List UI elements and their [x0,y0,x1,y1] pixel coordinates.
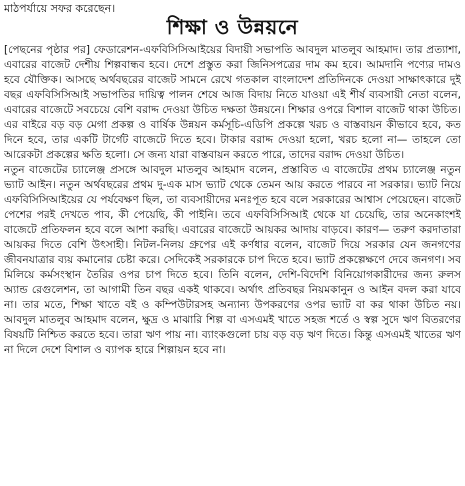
article-paragraph [4,43,461,163]
continued-from-previous-page-tag: [পেছনের পৃষ্ঠার পর] [4,44,90,56]
previous-article-fragment: মাঠপর্যায়ে সফর করেছেন। [4,2,116,15]
paragraph-text: ফেডারেশন-এফবিসিসিআইয়ের বিদায়ী সভাপতি আবদুল মাতলুব আহমাদ। তার প্রত্যাশা, এবারের বাজেট দেশীয় শিল্পবান্ধব হবে। দেশে প্রস্তুত করা জিনিসপত্রের দাম কম হবে। আমদানি পণ্যের দামও হবে যৌক্তিক। আসছে অর্থবছরের বাজেট সামনে রেখে গতকাল বাংলাদেশ প্রতিদিনকে দেওয়া সাক্ষাৎকারে দুই বছর এফবিসিসিআই সভাপতির দায়িত্ব পালন শেষে আজ বিদায় নিতে যাওয়া এই শীর্ষ ব্যবসায়ী নেতা বলেন, এবারের বাজেটে সবচেয়ে বেশি বরাদ্দ দেওয়া উচিত দক্ষতা উন্নয়নে। শিক্ষার ওপরে বিশাল বাজেট থাকা উচিত। এর বাইরে বড় বড় মেগা প্রকল্প ও বার্ষিক উন্নয়ন কর্মসূচি-এডিপি প্রকল্পে খরচ ও বাস্তবায়ন কীভাবে হবে, কত দিনে হবে, তার একটি টার্গেট বাজেটে দিতে হবে। টাকার বরাদ্দ দেওয়া হলো, খরচ হলো না— তাহলে তো আরেকটা প্রকল্পের ক্ষতি হলো। সে জন্য যারা বাস্তবায়ন করতে পারে, তাদের বরাদ্দ দেওয়া উচিত। [4,44,461,161]
article-body [4,43,461,483]
article-paragraph [4,163,461,358]
article-headline: শিক্ষা ও উন্নয়নে [166,15,299,39]
paragraph-text: নতুন বাজেটের চ্যালেঞ্জ প্রসঙ্গে আবদুল মাতলুব আহমাদ বলেন, প্রস্তাবিত এ বাজেটের প্রথম চ্যালেঞ্জ নতুন ভ্যাট আইন। নতুন অর্থবছরের প্রথম দু-এক মাস ভ্যাট থেকে তেমন আয় করতে পারবে না সরকার। ভ্যাট নিয়ে এফবিসিসিআইয়ের যে পর্যবেক্ষণ ছিল, তা ব্যবসায়ীদের মনঃপূত হবে বলে সরকারের আশ্বাস পেয়েছেন। বাজেট পেশের পরই দেখতে পাব, কী পেয়েছি, কী পাইনি। তবে এফবিসিসিআই থেকে যা চেয়েছি, তার অনেকাংশই বাজেটে প্রতিফলন হবে বলে আশা করছি। এবারের বাজেটে আয়কর আদায় বাড়বে। কারণ— তরুণ করদাতারা আয়কর দিতে বেশি উৎসাহী। নিটল-নিলয় গ্রুপের এই কর্ণধার বলেন, বাজেট দিয়ে সরকার যেন জনগণের জীবনযাত্রার ব্যয় কমানোর চেষ্টা করে। সেদিকেই সরকারকে চাপ দিতে হবে। ভ্যাট প্রকল্পেক্ষণে দেবে জনগণ। সব মিলিয়ে কর্মসংস্থান তৈরির ওপর চাপ দিতে হবে। তিনি বলেন, দেশি-বিদেশি বিনিয়োগকারীদের জন্য রুলস অ্যান্ড রেগুলেশন, তা আগামী তিন বছর একই থাকবে। অর্থাৎ প্রতিবছর নিয়মকানুন ও আইন বদল করা যাবে না। তার মতে, শিক্ষা খাতে বই ও কম্পিউটারসহ অন্যান্য উপকরণের ওপর ভ্যাট বা কর থাকা উচিত নয়। আবদুল মাতলুব আহমাদ বলেন, ক্ষুদ্র ও মাঝারি শিল্প বা এসএমই খাতে সহজ শর্তে ও স্বল্প সুদে ঋণ বিতরণের বিষয়টি নিশ্চিত করতে হবে। তারা ঋণ পায় না। ব্যাংকগুলো চায় বড় বড় ঋণ দিতে। কিন্তু এসএমই খাতের ঋণ না দিলে দেশে বিশাল ও ব্যাপক হারে শিল্পায়ন হবে না। [4,164,461,356]
